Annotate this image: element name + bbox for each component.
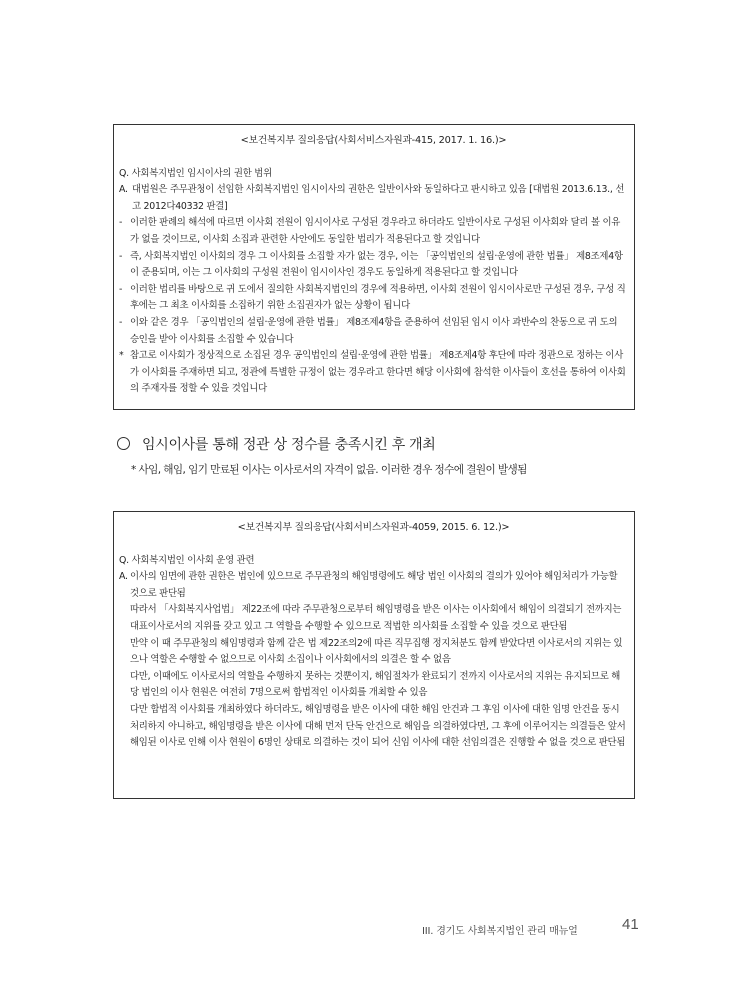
bullet-text: 이와 같은 경우 「공익법인의 설립·운영에 관한 법률」 제8조제4항을 준용하여 선임된 임시 이사 과반수의 찬동으로 귀 도의 승인을 받아 이사회를 소집할 수 있습니다 bbox=[130, 316, 618, 345]
answer-paragraph-row bbox=[119, 602, 628, 635]
list-item bbox=[119, 249, 628, 282]
answer-text: 대법원은 주무관청이 선임한 사회복지법인 임시이사의 권한은 일반이사와 동일하다고 판시하고 있음 [대법원 2013.6.13., 선고 2012다40332 판결] bbox=[132, 184, 625, 212]
question: Q. 사회복지법인 이사회 운영 관련 bbox=[119, 554, 255, 566]
answer-paragraph-row bbox=[119, 669, 628, 702]
note-marker: * bbox=[119, 350, 124, 362]
qa-box-2015 bbox=[113, 511, 635, 799]
section-heading bbox=[117, 434, 436, 454]
circle-bullet-icon bbox=[117, 437, 130, 450]
list-item bbox=[119, 282, 628, 315]
list-item bbox=[119, 315, 628, 348]
list-item bbox=[119, 215, 628, 248]
footer-title: III. 경기도 사회복지법인 관리 매뉴얼 bbox=[422, 926, 578, 937]
list-item bbox=[119, 348, 628, 398]
answer-paragraph-row bbox=[119, 702, 628, 752]
qa-box-2017 bbox=[113, 124, 635, 410]
page-number: 41 bbox=[622, 916, 639, 933]
section-heading-text: 임시이사를 통해 정관 상 정수를 충족시킨 후 개최 bbox=[142, 437, 436, 453]
bullet-text: 이러한 법리를 바탕으로 귀 도에서 질의한 사회복지법인의 경우에 적용하면, 이사회 전원이 임시이사로만 구성된 경우, 구성 직후에는 그 최초 이사회를 소집하기 위한 소집권자가 없는 상황이 됩니다 bbox=[130, 283, 626, 312]
bullet-marker: - bbox=[119, 250, 123, 262]
answer bbox=[119, 182, 628, 215]
question: Q. 사회복지법인 임시이사의 권한 범위 bbox=[119, 167, 272, 179]
answer-paragraph: 따라서 「사회복지사업법」 제22조에 따라 주무관청으로부터 해임명령을 받은 이사는 이사회에서 해임이 의결되기 전까지는 대표이사로서의 지위를 갖고 있고 그 역할을 수행할 수 있으므로 적법한 의사회를 소집할 수 있을 것으로 판단됨 bbox=[130, 604, 622, 632]
qa-box-title: <보건복지부 질의응답(사회서비스자원과-4059, 2015. 6. 12.)> bbox=[237, 522, 510, 533]
answer-paragraph: 다만, 이때에도 이사로서의 역할을 수행하지 못하는 것뿐이지, 해임절차가 완료되기 전까지 이사로서의 지위는 유지되므로 해당 법인의 이사 현원은 여전히 7명으로써 합법적인 이사회를 개최할 수 있음 bbox=[130, 670, 621, 699]
bullet-marker: - bbox=[119, 217, 123, 229]
bullet-text: 즉, 사회복지법인 이사회의 경우 그 이사회를 소집할 자가 없는 경우, 이는 「공익법인의 설립·운영에 관한 법률」 제8조제4항이 준용되며, 이는 그 이사회의 구성원 전원이 임시이사인 경우도 동일하게 적용된다고 할 것입니다 bbox=[130, 250, 623, 279]
answer-paragraph: 만약 이 때 주무관청의 해임명령과 함께 같은 법 제22조의2에 따른 직무집행 정지처분도 함께 받았다면 이사로서의 지위는 있으나 역할은 수행할 수 없으므로 이사회 소집이나 이사회에서의 의결은 할 수 없음 bbox=[130, 637, 623, 666]
answer-marker: A. bbox=[119, 184, 128, 196]
answer-paragraph: 다만 합법적 이사회를 개최하였다 하더라도, 해임명령을 받은 이사에 대한 해임 안건과 그 후임 이사에 대한 임명 안건을 동시 처리하지 아니하고, 해임명령을 받은 이사에 대해 먼저 단독 안건으로 해임을 의결하였다면, 그 후에 이루어지는 의결들은 앞서 해임된 이사로 인해 이사 현원이 6명인 상태로 의결하는 것이 되어 신임 이사에 대한 선임의결은 진행할 수 없을 것으로 판단됨 bbox=[130, 703, 626, 749]
answer-paragraph: 이사의 임면에 관한 권한은 법인에 있으므로 주무관청의 해임명령에도 해당 법인 이사회의 결의가 있어야 해임처리가 가능할 것으로 판단됨 bbox=[130, 571, 618, 599]
qa-box-title: <보건복지부 질의응답(사회서비스자원과-415, 2017. 1. 16.)> bbox=[240, 135, 507, 146]
bullet-text: 이러한 판례의 해석에 따르면 이사회 전원이 임시이사로 구성된 경우라고 하더라도 일반이사로 구성된 이사회와 달리 볼 이유가 없을 것이므로, 이사회 소집과 관련한 사안에도 동일한 법리가 적용된다고 할 것입니다 bbox=[130, 217, 621, 245]
bullet-marker: - bbox=[119, 283, 123, 295]
answer-paragraph-row bbox=[119, 636, 628, 669]
answer-marker: A. bbox=[119, 571, 128, 583]
section-note: * 사임, 해임, 임기 만료된 이사는 이사로서의 자격이 없음. 이러한 경우 정수에 결원이 발생됨 bbox=[131, 464, 527, 476]
bullet-marker: - bbox=[119, 316, 123, 328]
answer bbox=[119, 569, 628, 602]
note-text: 참고로 이사회가 정상적으로 소집된 경우 공익법인의 설립·운영에 관한 법률」 제8조제4항 후단에 따라 정관으로 정하는 이사가 이사회를 주재하면 되고, 정관에 특별한 규정이 없는 경우라고 한다면 해당 이사회에 참석한 이사들이 호선을 통하여 이사회의 주재자를 정할 수 있을 것입니다 bbox=[130, 350, 626, 395]
